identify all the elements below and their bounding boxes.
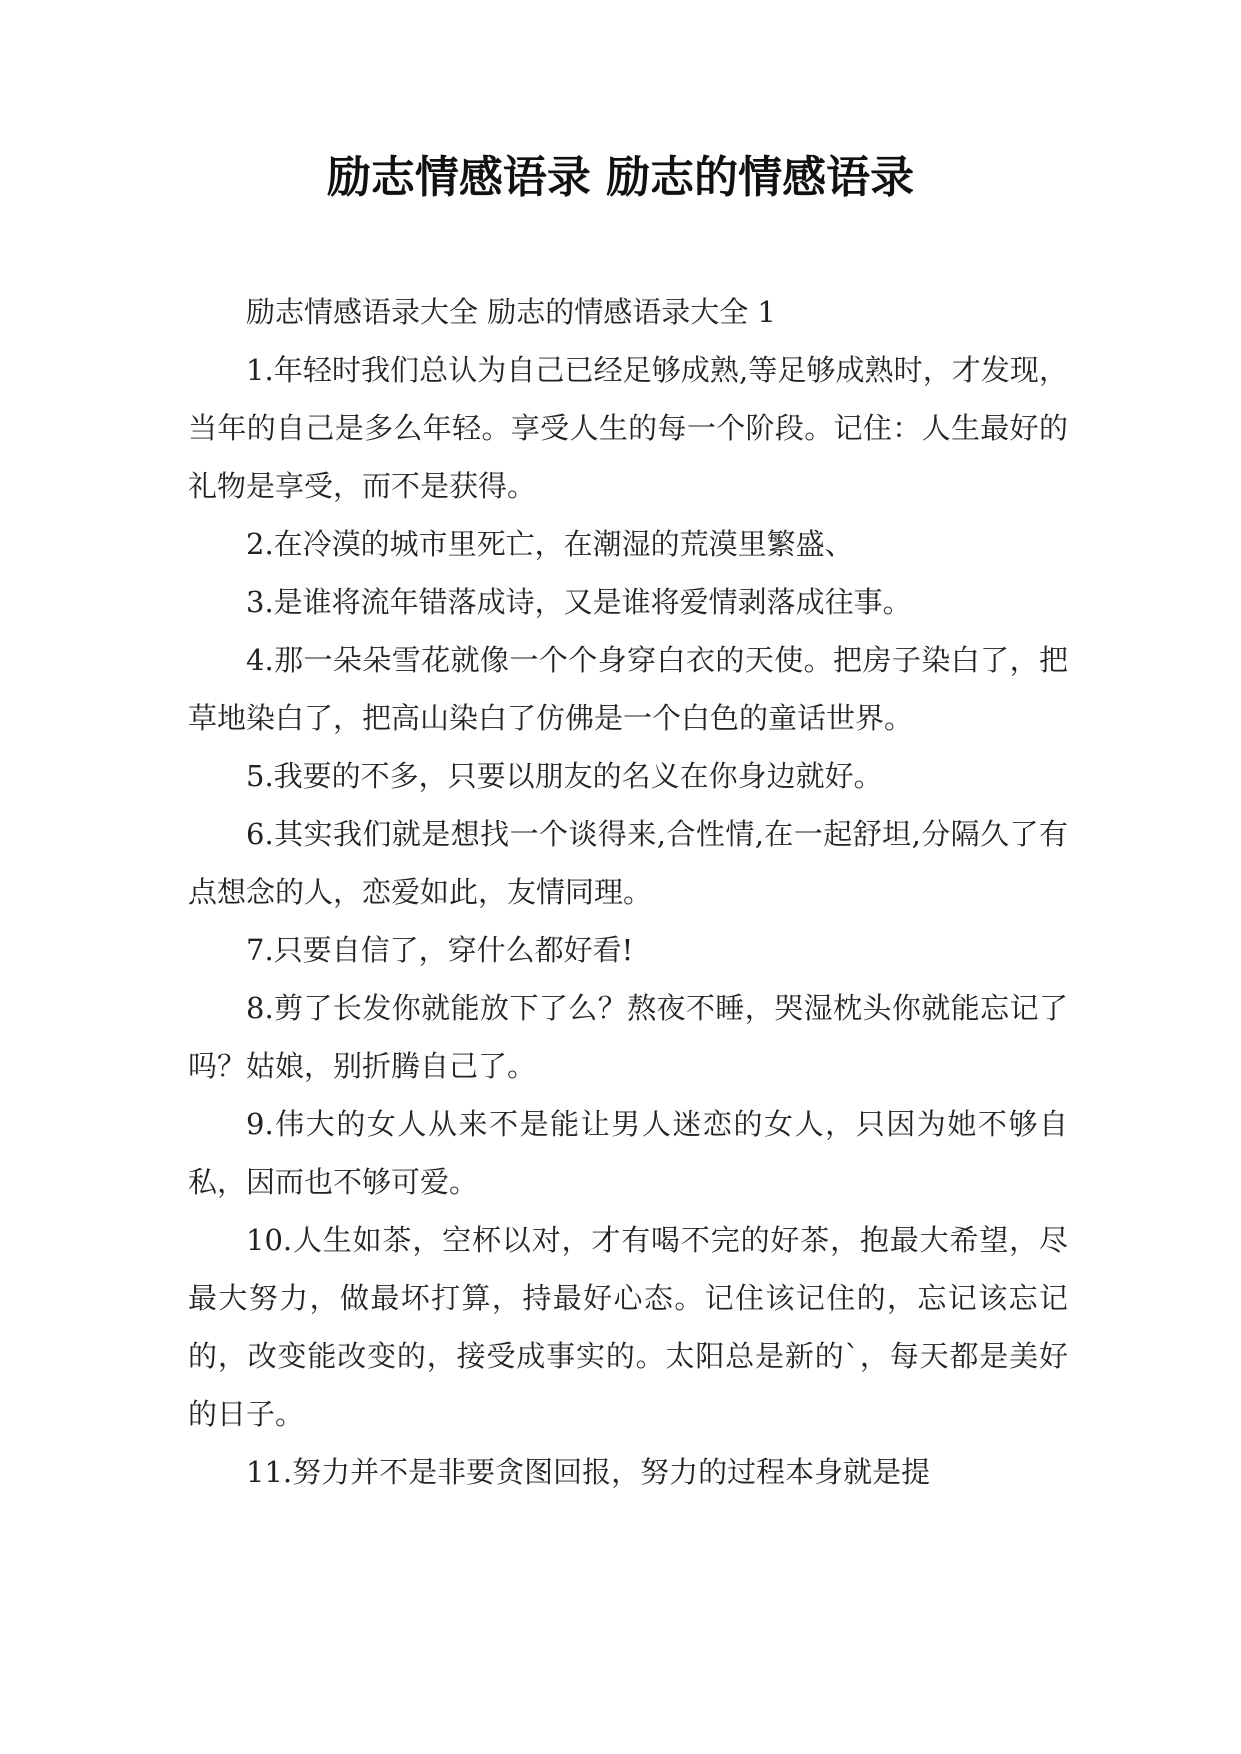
quote-paragraph-8: 8.剪了长发你就能放下了么？熬夜不睡，哭湿枕头你就能忘记了吗？姑娘，别折腾自己了。 — [188, 991, 1068, 1083]
quote-paragraph-7: 7.只要自信了，穿什么都好看! — [246, 933, 634, 967]
document-title: 励志情感语录 励志的情感语录 — [326, 152, 915, 203]
quote-paragraph-5: 5.我要的不多，只要以朋友的名义在你身边就好。 — [246, 759, 883, 793]
quote-paragraph-4: 4.那一朵朵雪花就像一个个身穿白衣的天使。把房子染白了，把草地染白了，把高山染白了仿佛是一个白色的童话世界。 — [188, 643, 1068, 735]
quote-paragraph-9: 9.伟大的女人从来不是能让男人迷恋的女人，只因为她不够自私，因而也不够可爱。 — [188, 1107, 1068, 1199]
quote-paragraph-1: 1.年轻时我们总认为自己已经足够成熟,等足够成熟时，才发现，当年的自己是多么年轻。享受人生的每一个阶段。记住：人生最好的礼物是享受，而不是获得。 — [188, 353, 1068, 503]
quote-paragraph-6: 6.其实我们就是想找一个谈得来,合性情,在一起舒坦,分隔久了有点想念的人，恋爱如此，友情同理。 — [188, 817, 1068, 909]
document-body — [188, 283, 1068, 1501]
quote-paragraph-2: 2.在冷漠的城市里死亡，在潮湿的荒漠里繁盛、 — [246, 527, 854, 561]
section-heading: 励志情感语录大全 励志的情感语录大全 1 — [246, 295, 776, 329]
quote-paragraph-3: 3.是谁将流年错落成诗，又是谁将爱情剥落成往事。 — [246, 585, 912, 619]
quote-paragraph-11: 11.努力并不是非要贪图回报，努力的过程本身就是提 — [246, 1455, 931, 1489]
quote-paragraph-10: 10.人生如茶，空杯以对，才有喝不完的好茶，抱最大希望，尽最大努力，做最坏打算，持最好心态。记住该记住的，忘记该忘记的，改变能改变的，接受成事实的。太阳总是新的`，每天都是美好的日子。 — [188, 1223, 1068, 1431]
